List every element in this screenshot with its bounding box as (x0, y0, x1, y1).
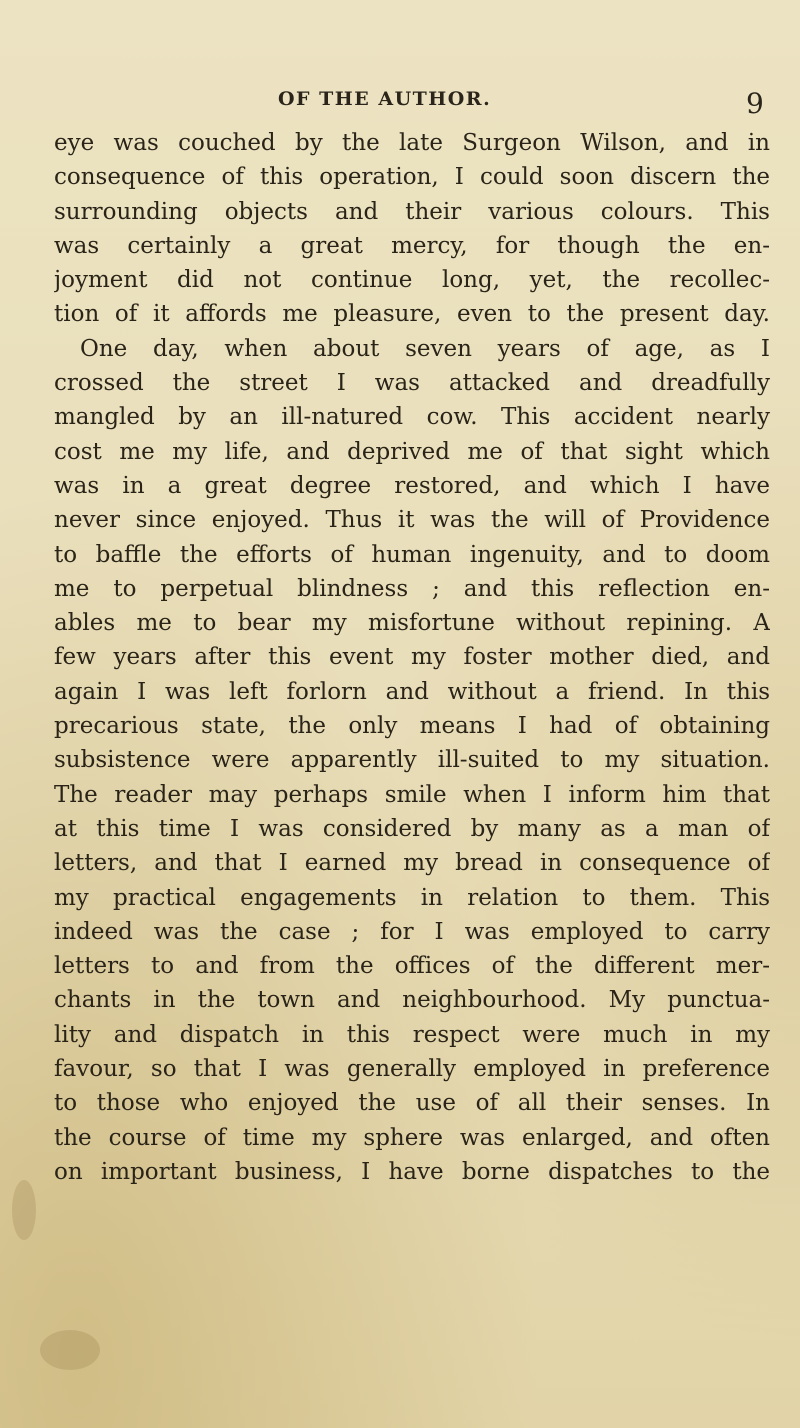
text-line: letters to and from the offices of the different mer- (54, 953, 770, 980)
text-line: the course of time my sphere was enlarged, and often (54, 1124, 770, 1151)
text-line: me to perpetual blindness ; and this reflection en- (54, 575, 770, 602)
text-line: to those who enjoyed the use of all their senses. In (54, 1090, 770, 1117)
text-line: letters, and that I earned my bread in consequence of (54, 850, 770, 877)
text-line: consequence of this operation, I could soon discern the (54, 164, 770, 191)
text-line: One day, when about seven years of age, as I (80, 335, 770, 362)
text-line: lity and dispatch in this respect were much in my (54, 1021, 770, 1048)
text-line: subsistence were apparently ill-suited to my situation. (54, 747, 770, 774)
text-line: ables me to bear my misfortune without repining. A (54, 610, 770, 637)
running-head (0, 88, 800, 118)
text-line: my practical engagements in relation to them. This (54, 884, 770, 911)
text-line: never since enjoyed. Thus it was the will of Providence (54, 507, 770, 534)
body-text (54, 126, 770, 1189)
text-line: surrounding objects and their various colours. This (54, 198, 770, 225)
text-line: was in a great degree restored, and which I have (54, 472, 770, 499)
text-line: eye was couched by the late Surgeon Wilson, and in (54, 130, 770, 156)
text-line: cost me my life, and deprived me of that sight which (54, 438, 770, 465)
foxing-spot (40, 1330, 100, 1370)
text-line: The reader may perhaps smile when I inform him that (54, 781, 770, 808)
text-line: favour, so that I was generally employed in preference (54, 1056, 770, 1083)
foxing-spot (12, 1180, 36, 1240)
text-line: chants in the town and neighbourhood. My punctua- (54, 987, 770, 1014)
text-line: again I was left forlorn and without a friend. In this (54, 678, 770, 705)
text-line: precarious state, the only means I had of obtaining (54, 713, 770, 740)
text-line: to baffle the efforts of human ingenuity, and to doom (54, 541, 770, 568)
text-line: was certainly a great mercy, for though the en- (54, 232, 770, 259)
text-line: on important business, I have borne dispatches to the (54, 1158, 770, 1185)
text-line: at this time I was considered by many as a man of (54, 815, 770, 842)
page-number: 9 (746, 87, 764, 120)
text-line: tion of it affords me pleasure, even to the present day. (54, 301, 770, 328)
text-line: crossed the street I was attacked and dreadfully (54, 370, 770, 397)
running-title: OF THE AUTHOR. (278, 88, 492, 110)
text-line: joyment did not continue long, yet, the recollec- (54, 267, 770, 294)
text-line: few years after this event my foster mother died, and (54, 644, 770, 671)
text-line: mangled by an ill-natured cow. This accident nearly (54, 404, 770, 431)
text-line: indeed was the case ; for I was employed to carry (54, 918, 770, 945)
